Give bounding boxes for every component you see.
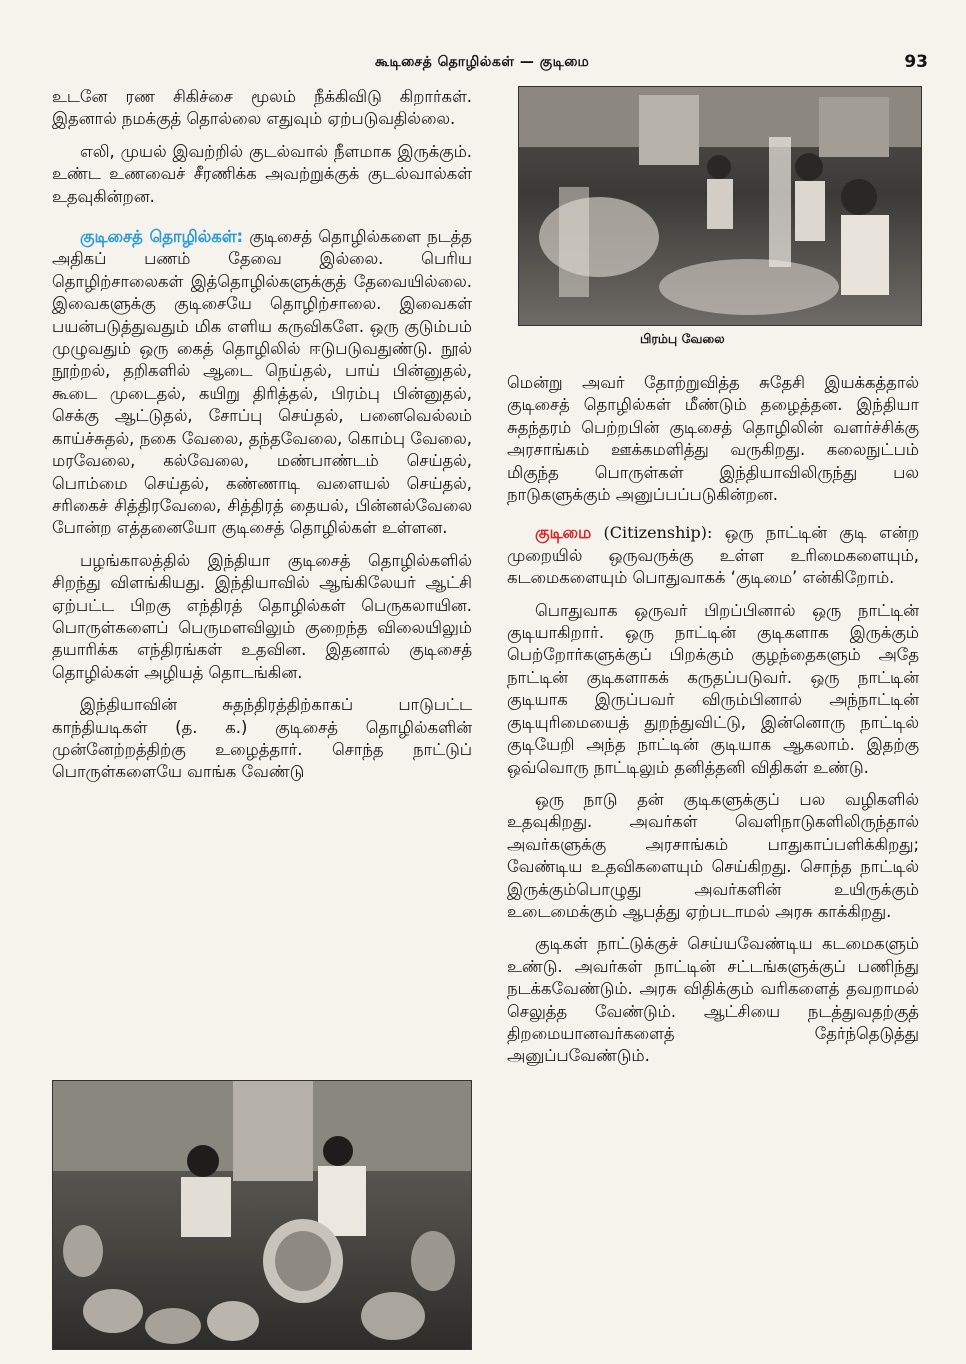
paragraph: பொதுவாக ஒருவர் பிறப்பினால் ஒரு நாட்டின் குடியாகிறார். ஒரு நாட்டின் குடிகளாக இருக்கும் பெற்றோர்களுக்குப் பிறக்கும் குழந்தைகளும் அதே நாட்டின் குடிகளாகக் கருதப்படுவர். ஒரு நாட்டின் குடியாக இருப்பவர் விரும்பினால் அந்நாட்டின் குடியுரிமையைத் துறந்துவிட்டு, இன்னொரு நாட்டில் குடியேறி அந்த நாட்டின் குடியாக ஆகலாம். இதற்கு ஒவ்வொரு நாட்டிலும் தனித்தனி விதிகள் உண்டு.: [507, 600, 919, 777]
paragraph: எலி, முயல் இவற்றில் குடல்வால் நீளமாக இருக்கும். உண்ட உணவைச் சீரணிக்க அவற்றுக்குக் குடல்வால்கள் உதவுகின்றன.: [52, 141, 472, 206]
paragraph-text: ஒரு நாட்டின் குடி என்ற முறையில் ஒருவருக்கு உள்ள உரிமைகளையும், கடமைகளையும் பொதுவாகக் ‘குடிமை’ என்கிறோம்.: [507, 523, 919, 588]
paragraph-citizenship: [507, 522, 919, 589]
paragraph: இந்தியாவின் சுதந்திரத்திற்காகப் பாடுபட்ட காந்தியடிகள் (த. க.) குடிசைத் தொழில்களின் முன்னேற்றத்திற்கு உழைத்தார். சொந்த நாட்டுப் பொருள்களையே வாங்க வேண்டு: [52, 695, 472, 782]
paragraph-cottage-industries: [52, 226, 472, 540]
paragraph: உடனே ரண சிகிச்சை மூலம் நீக்கிவிடு கிறார்கள். இதனால் நமக்குத் தொல்லை எதுவும் ஏற்படுவதில்லை.: [52, 87, 472, 129]
page-number: 93: [904, 52, 928, 72]
section-heading-citizenship: குடிமை: [535, 523, 592, 543]
photo-metal-work: [52, 1080, 472, 1350]
section-heading-cottage-industries: குடிசைத் தொழில்கள்:: [80, 227, 244, 247]
paragraph: ஒரு நாடு தன் குடிகளுக்குப் பல வழிகளில் உதவுகிறது. அவர்கள் வெளிநாடுகளிலிருந்தால் அவர்களுக்கு அரசாங்கம் பாதுகாப்பளிக்கிறது; வேண்டிய உதவிகளையும் செய்கிறது. சொந்த நாட்டில் இருக்கும்பொழுது அவர்களின் உயிருக்கும் உடைமைக்கும் ஆபத்து ஏற்படாமல் அரசு காக்கிறது.: [507, 789, 919, 921]
metal-work-illustration: [53, 1081, 471, 1349]
paragraph: மென்று அவர் தோற்றுவித்த சுதேசி இயக்கத்தால் குடிசைத் தொழில்கள் மீண்டும் தழைத்தன. இந்தியா சுதந்தரம் பெற்றபின் குடிசைத் தொழிலின் வளர்ச்சிக்கு அரசாங்கம் ஊக்கமளித்து வருகிறது. கலைநுட்பம் மிகுந்த பொருள்கள் இந்தியாவிலிருந்து பல நாடுகளுக்கும் அனுப்பப்படுகின்றன.: [507, 373, 919, 505]
cane-work-illustration: [519, 87, 921, 325]
right-column: [507, 372, 919, 1078]
running-head: கூடிசைத் தொழில்கள் — குடிமை: [375, 54, 590, 70]
paragraph: குடிகள் நாட்டுக்குச் செய்யவேண்டிய கடமைகளும் உண்டு. அவர்கள் நாட்டின் சட்டங்களுக்குப் பணிந்து நடக்கவேண்டும். அரசு விதிக்கும் வரிகளைத் தவறாமல் செலுத்த வேண்டும். ஆட்சியை நடத்துவதற்குத் திறமையானவர்களைத் தேர்ந்தெடுத்து அனுப்பவேண்டும்.: [507, 934, 919, 1066]
paragraph: பழங்காலத்தில் இந்தியா குடிசைத் தொழில்களில் சிறந்து விளங்கியது. இந்தியாவில் ஆங்கிலேயர் ஆட்சி ஏற்பட்ட பிறகு எந்திரத் தொழில்கள் பெருகலாயின. பொருள்களைப் பெருமளவிலும் குறைந்த விலையிலும் தயாரிக்க எந்திரங்கள் உதவின. இதனால் குடிசைத் தொழில்கள் அழியத் தொடங்கின.: [52, 550, 472, 682]
photo-cane-work: [518, 86, 922, 326]
paragraph-text: குடிசைத் தொழில்களை நடத்த அதிகப் பணம் தேவை இல்லை. பெரிய தொழிற்சாலைகள் இத்தொழில்களுக்குத் தேவையில்லை. இவைகளுக்கு குடிசையே தொழிற்சாலை. இவைகள் பயன்படுத்துவதும் மிக எளிய கருவிகளே. ஒரு குடும்பம் முழுவதும் ஒரு கைத் தொழிலில் ஈடுபடுவதுண்டு. நூல் நூற்றல், தறிகளில் ஆடை நெய்தல், பாய் பின்னுதல், கூடை முடைதல், கயிறு திரித்தல், பிரம்பு பின்னுதல், செக்கு ஆட்டுதல், சோப்பு செய்தல், பனைவெல்லம் காய்ச்சுதல், நகை வேலை, தந்தவேலை, கொம்பு வேலை, மரவேலை, கல்வேலை, மண்பாண்டம் செய்தல், பொம்மை செய்தல், கண்ணாடி வளையல் செய்தல், சரிகைச் சித்திரவேலை, சித்திரத் தையல், பின்னல்வேலை போன்ற எத்தனையோ குடிசைத் தொழில்கள் உள்ளன.: [52, 227, 472, 538]
page-header: [0, 52, 966, 82]
left-column: [52, 86, 472, 794]
photo-caption: பிரம்பு வேலை: [640, 331, 725, 346]
citizenship-english-term: (Citizenship):: [603, 523, 713, 543]
